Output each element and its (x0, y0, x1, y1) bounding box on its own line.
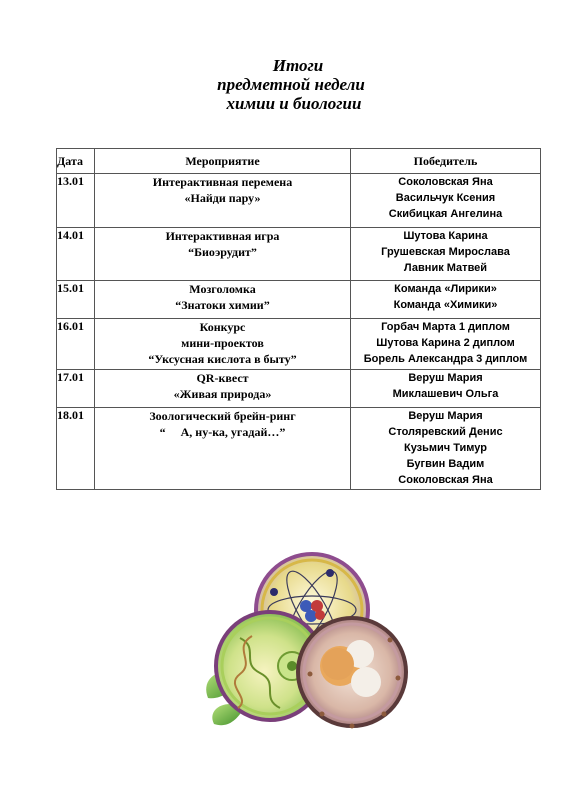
event-line: мини-проектов (181, 336, 264, 350)
header-event: Мероприятие (95, 149, 351, 174)
event-line: «Найди пару» (184, 191, 261, 205)
event-line: “Знатоки химии” (175, 298, 270, 312)
row-winners (351, 281, 541, 319)
winner-name: Веруш Мария (408, 410, 483, 422)
row-date: 16.01 (57, 319, 95, 370)
row-event (95, 174, 351, 228)
row-event (95, 281, 351, 319)
event-line: Интерактивная перемена (152, 175, 293, 189)
event-line: “Биоэрудит” (188, 245, 257, 259)
row-event (95, 408, 351, 490)
row-winners (351, 370, 541, 408)
event-line: «Живая природа» (173, 387, 272, 401)
event-line: Зоологический брейн-ринг (149, 409, 296, 423)
title-line-3: химии и биологии (226, 94, 362, 113)
event-line: “Уксусная кислота в быту” (148, 352, 297, 366)
row-date: 17.01 (57, 370, 95, 408)
row-date: 18.01 (57, 408, 95, 490)
molecule-circle-icon (298, 618, 406, 729)
winner-name: Борель Александра 3 диплом (363, 353, 528, 365)
winner-name: Шутова Карина (403, 230, 488, 242)
table-row (57, 228, 541, 281)
table-row (57, 408, 541, 490)
row-event (95, 228, 351, 281)
header-winner: Победитель (351, 149, 541, 174)
winner-name: Шутова Карина 2 диплом (376, 337, 515, 349)
winner-name: Васильчук Ксения (395, 192, 496, 204)
row-winners (351, 319, 541, 370)
event-line: “ А, ну-ка, угадай…” (159, 425, 286, 439)
row-event (95, 370, 351, 408)
winner-name: Столяревский Денис (388, 426, 503, 438)
event-line: Интерактивная игра (165, 229, 280, 243)
winner-name: Соколовская Яна (398, 176, 493, 188)
winner-name: Команда «Химики» (393, 299, 498, 311)
chemistry-biology-emblem-icon (200, 548, 430, 738)
row-winners (351, 408, 541, 490)
winner-name: Бугвин Вадим (406, 458, 485, 470)
title-line-2: предметной недели (217, 75, 365, 94)
event-line: QR-квест (196, 371, 249, 385)
table-row (57, 319, 541, 370)
table-header-row (57, 149, 541, 174)
page-title (0, 56, 566, 113)
row-date: 13.01 (57, 174, 95, 228)
winner-name: Команда «Лирики» (394, 283, 497, 295)
winner-name: Горбач Марта 1 диплом (381, 321, 510, 333)
row-date: 14.01 (57, 228, 95, 281)
row-date: 15.01 (57, 281, 95, 319)
winner-name: Скибицкая Ангелина (388, 208, 503, 220)
table-row (57, 370, 541, 408)
winner-name: Грушевская Мирослава (381, 246, 510, 258)
row-winners (351, 228, 541, 281)
event-line: Мозголомка (189, 282, 256, 296)
header-date: Дата (57, 149, 95, 174)
row-event (95, 319, 351, 370)
winner-name: Соколовская Яна (398, 474, 493, 486)
results-table (56, 148, 541, 490)
winner-name: Лавник Матвей (403, 262, 488, 274)
table-row (57, 174, 541, 228)
event-line: Конкурс (199, 320, 246, 334)
table-row (57, 281, 541, 319)
winner-name: Миклашевич Ольга (392, 388, 499, 400)
title-line-1: Итоги (272, 56, 324, 75)
row-winners (351, 174, 541, 228)
winner-name: Кузьмич Тимур (403, 442, 487, 454)
winner-name: Веруш Мария (408, 372, 483, 384)
